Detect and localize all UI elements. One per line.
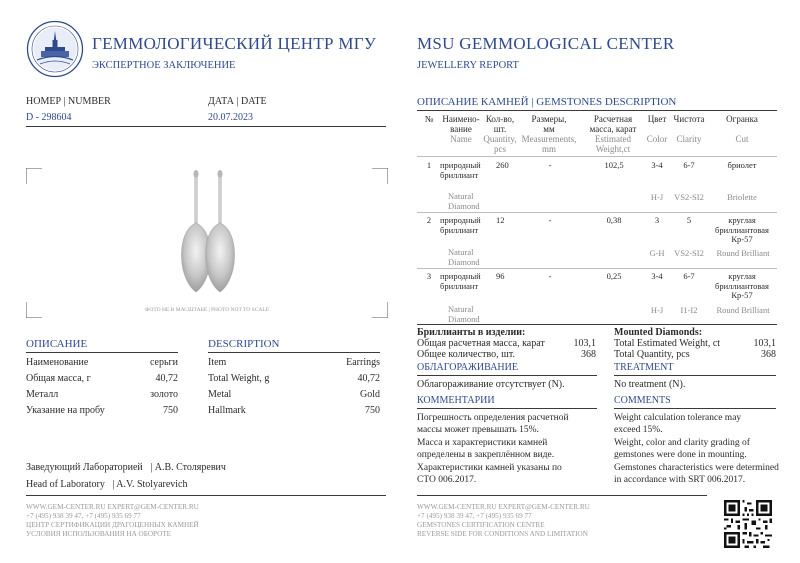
row3-clarity-ru: 6-7 — [683, 271, 695, 281]
desc-ru-label-3: Указание на пробу — [26, 405, 105, 416]
th-color-ru: Цвет — [647, 114, 667, 124]
row1-qty: 260 — [496, 160, 509, 170]
th-no: № — [424, 114, 434, 124]
msu-logo — [26, 20, 84, 78]
row1-clarity-en: VS2-SI2 — [674, 192, 704, 202]
mounted-ru-label-0: Общая расчетная масса, карат — [417, 338, 545, 349]
row1-color-ru: 3-4 — [651, 160, 663, 170]
row1-clarity-ru: 6-7 — [683, 160, 695, 170]
number-label: НОМЕР | NUMBER — [26, 96, 111, 107]
desc-en-value-0: Earrings — [346, 357, 380, 368]
desc-en-label-2: Metal — [208, 389, 232, 400]
footer-left-line1: WWW.GEM-CENTER.RU EXPERT@GEM-CENTER.RU — [26, 503, 199, 511]
comment-ru-2: Масса и характеристики камней — [417, 438, 548, 448]
th-size-en: Measurements, mm — [521, 134, 577, 154]
row3-name-ru: природный бриллиант — [440, 271, 481, 291]
gemstones-title: ОПИСАНИЕ КАМНЕЙ | GEMSTONES DESCRIPTION — [417, 96, 677, 108]
comments-title-en: COMMENTS — [614, 395, 671, 406]
row1-weight: 102,5 — [604, 160, 624, 170]
table-row1-rule — [417, 212, 777, 213]
comment-ru-0: Погрешность определения расчетной — [417, 413, 569, 423]
header-title-en: MSU GEMMOLOGICAL CENTER — [417, 34, 675, 53]
table-row2-rule — [417, 268, 777, 269]
treatment-text-en: No treatment (N). — [614, 379, 686, 390]
comment-en-5: in accordance with SRT 006.2017. — [614, 475, 746, 485]
th-cut-en: Cut — [735, 134, 749, 144]
mounted-title-ru: Бриллианты в изделии: — [417, 327, 526, 338]
row2-clarity-ru: 5 — [686, 215, 692, 225]
th-cut-ru: Огранка — [726, 114, 758, 124]
row2-clarity-en: VS2-SI2 — [674, 248, 704, 258]
footer-left-line4: УСЛОВИЯ ИСПОЛЬЗОВАНИЯ НА ОБОРОТЕ — [26, 530, 172, 538]
date-value: 20.07.2023 — [208, 112, 253, 123]
desc-ru-label-0: Наименование — [26, 357, 89, 368]
mounted-en-value-0: 103,1 — [753, 338, 776, 349]
row3-color-en: H-J — [650, 305, 664, 315]
desc-en-label-0: Item — [208, 357, 227, 368]
th-clarity-en: Clarity — [676, 134, 702, 144]
divider-comments-en — [614, 408, 776, 409]
photo-caption: ФОТО НЕ В МАСШТАБЕ | PHOTO NOT TO SCALE — [144, 307, 270, 313]
th-name-en: Name — [450, 134, 472, 144]
row2-name-en: Natural Diamond — [448, 247, 480, 267]
comments-title-ru: КОММЕНТАРИИ — [417, 395, 495, 406]
row1-cut-en: Briolette — [727, 192, 757, 202]
row2-color-ru: 3 — [654, 215, 660, 225]
header-subtitle-ru: ЭКСПЕРТНОЕ ЗАКЛЮЧЕНИЕ — [92, 60, 236, 71]
row1-name-ru: природный бриллиант — [440, 160, 481, 180]
comment-ru-3: определены в закреплённом виде. — [417, 450, 555, 460]
divider-desc-ru — [26, 352, 178, 353]
row2-weight: 0,38 — [606, 215, 622, 225]
row2-color-en: G-H — [649, 248, 665, 258]
comment-en-0: Weight calculation tolerance may — [614, 413, 742, 423]
desc-ru-value-1: 40,72 — [155, 373, 178, 384]
divider-treatment-en — [614, 375, 776, 376]
table-header-rule — [417, 156, 777, 157]
footer-right-line3: GEMSTONES CERTIFICATION CENTRE — [417, 521, 545, 529]
divider-desc-en — [208, 352, 380, 353]
treatment-title-en: TREATMENT — [614, 362, 674, 373]
earrings-photo — [176, 168, 240, 296]
desc-ru-value-0: серьги — [149, 357, 178, 368]
comment-ru-1: массы может превышать 15%. — [417, 425, 539, 435]
desc-ru-value-3: 750 — [163, 405, 178, 416]
divider-comments-ru — [417, 408, 597, 409]
desc-en-label-1: Total Weight, g — [208, 373, 270, 384]
th-qty-en: Quantity, pcs — [483, 134, 517, 154]
th-qty-ru: Кол-во, шт. — [485, 114, 515, 134]
divider-gemstones-title — [417, 110, 777, 111]
comment-en-3: gemstones were done in mounting. — [614, 450, 747, 460]
row1-cut-ru: бриолет — [727, 160, 757, 170]
divider-signature — [26, 495, 386, 496]
row3-cut-ru: круглая бриллиантовая Кр-57 — [715, 271, 769, 300]
qr-code[interactable] — [724, 500, 772, 548]
treatment-title-ru: ОБЛАГОРАЖИВАНИЕ — [417, 362, 518, 373]
row2-cut-en: Round Brilliant — [716, 248, 770, 258]
footer-left-line3: ЦЕНТР СЕРТИФИКАЦИИ ДРАГОЦЕННЫХ КАМНЕЙ — [26, 521, 199, 529]
signature-en: Head of Laboratory | A.V. Stolyarevich — [26, 479, 188, 490]
row2-no: 2 — [426, 215, 432, 225]
description-title-en: DESCRIPTION — [208, 338, 280, 350]
header-title-ru: ГЕММОЛОГИЧЕСКИЙ ЦЕНТР МГУ — [92, 34, 377, 53]
row1-size: - — [548, 160, 552, 170]
description-title-ru: ОПИСАНИЕ — [26, 338, 88, 350]
mounted-en-label-1: Total Quantity, pcs — [614, 349, 690, 360]
row3-name-en: Natural Diamond — [448, 304, 480, 324]
comment-en-4: Gemstones characteristics were determined — [614, 463, 779, 473]
desc-en-value-1: 40,72 — [357, 373, 380, 384]
row2-qty: 12 — [496, 215, 505, 225]
footer-right-line1: WWW.GEM-CENTER.RU EXPERT@GEM-CENTER.RU — [417, 503, 590, 511]
mounted-ru-label-1: Общее количество, шт. — [417, 349, 515, 360]
footer-left-line2: +7 (495) 938 39 47, +7 (495) 935 69 77 — [26, 512, 141, 520]
row3-color-ru: 3-4 — [651, 271, 663, 281]
mounted-ru-value-0: 103,1 — [573, 338, 596, 349]
mounted-en-label-0: Total Estimated Weight, ct — [614, 338, 721, 349]
row1-color-en: H-J — [650, 192, 664, 202]
row2-name-ru: природный бриллиант — [440, 215, 481, 235]
row2-size: - — [548, 215, 552, 225]
mounted-ru-value-1: 368 — [581, 349, 596, 360]
row3-weight: 0,25 — [606, 271, 622, 281]
footer-right-line4: REVERSE SIDE FOR CONDITIONS AND LIMITATION — [417, 530, 588, 538]
comment-ru-4: Характеристики камней указаны по — [417, 463, 562, 473]
row3-qty: 96 — [496, 271, 505, 281]
header-subtitle-en: JEWELLERY REPORT — [417, 60, 519, 71]
row1-name-en: Natural Diamond — [448, 191, 480, 211]
th-size-ru: Размеры, мм — [531, 114, 567, 134]
row3-clarity-en: I1-I2 — [680, 305, 698, 315]
mounted-title-en: Mounted Diamonds: — [614, 327, 703, 338]
row3-size: - — [548, 271, 552, 281]
th-weight-en: Estimated Weight,ct — [595, 134, 631, 154]
comment-en-1: exceed 15%. — [614, 425, 663, 435]
mounted-en-value-1: 368 — [761, 349, 776, 360]
row2-cut-ru: круглая бриллиантовая Кр-57 — [715, 215, 769, 244]
row1-no: 1 — [426, 160, 432, 170]
treatment-text-ru: Облагораживание отсутствует (N). — [417, 379, 565, 390]
signature-ru: Заведующий Лабораторией | А.В. Столяревич — [26, 462, 226, 473]
divider-left-top — [26, 126, 386, 127]
comment-en-2: Weight, color and clarity grading of — [614, 438, 750, 448]
row3-cut-en: Round Brilliant — [716, 305, 770, 315]
date-label: ДАТА | DATE — [208, 96, 267, 107]
table-bottom-rule — [417, 324, 777, 325]
desc-ru-label-1: Общая масса, г — [26, 373, 91, 384]
divider-right-bottom — [417, 495, 707, 496]
desc-en-value-2: Gold — [360, 389, 380, 400]
th-clarity-ru: Чистота — [673, 114, 705, 124]
th-color-en: Color — [646, 134, 668, 144]
desc-ru-value-2: золото — [150, 389, 178, 400]
desc-ru-label-2: Металл — [26, 389, 59, 400]
number-value: D - 298604 — [26, 112, 72, 123]
desc-en-label-3: Hallmark — [208, 405, 246, 416]
comment-ru-5: СТО 006.2017. — [417, 475, 477, 485]
divider-treatment-ru — [417, 375, 597, 376]
row3-no: 3 — [426, 271, 432, 281]
th-name-ru: Наимено- вание — [442, 114, 480, 134]
footer-right-line2: +7 (495) 938 39 47, +7 (495) 935 69 77 — [417, 512, 532, 520]
th-weight-ru: Расчетная масса, карат — [589, 114, 637, 134]
desc-en-value-3: 750 — [365, 405, 380, 416]
